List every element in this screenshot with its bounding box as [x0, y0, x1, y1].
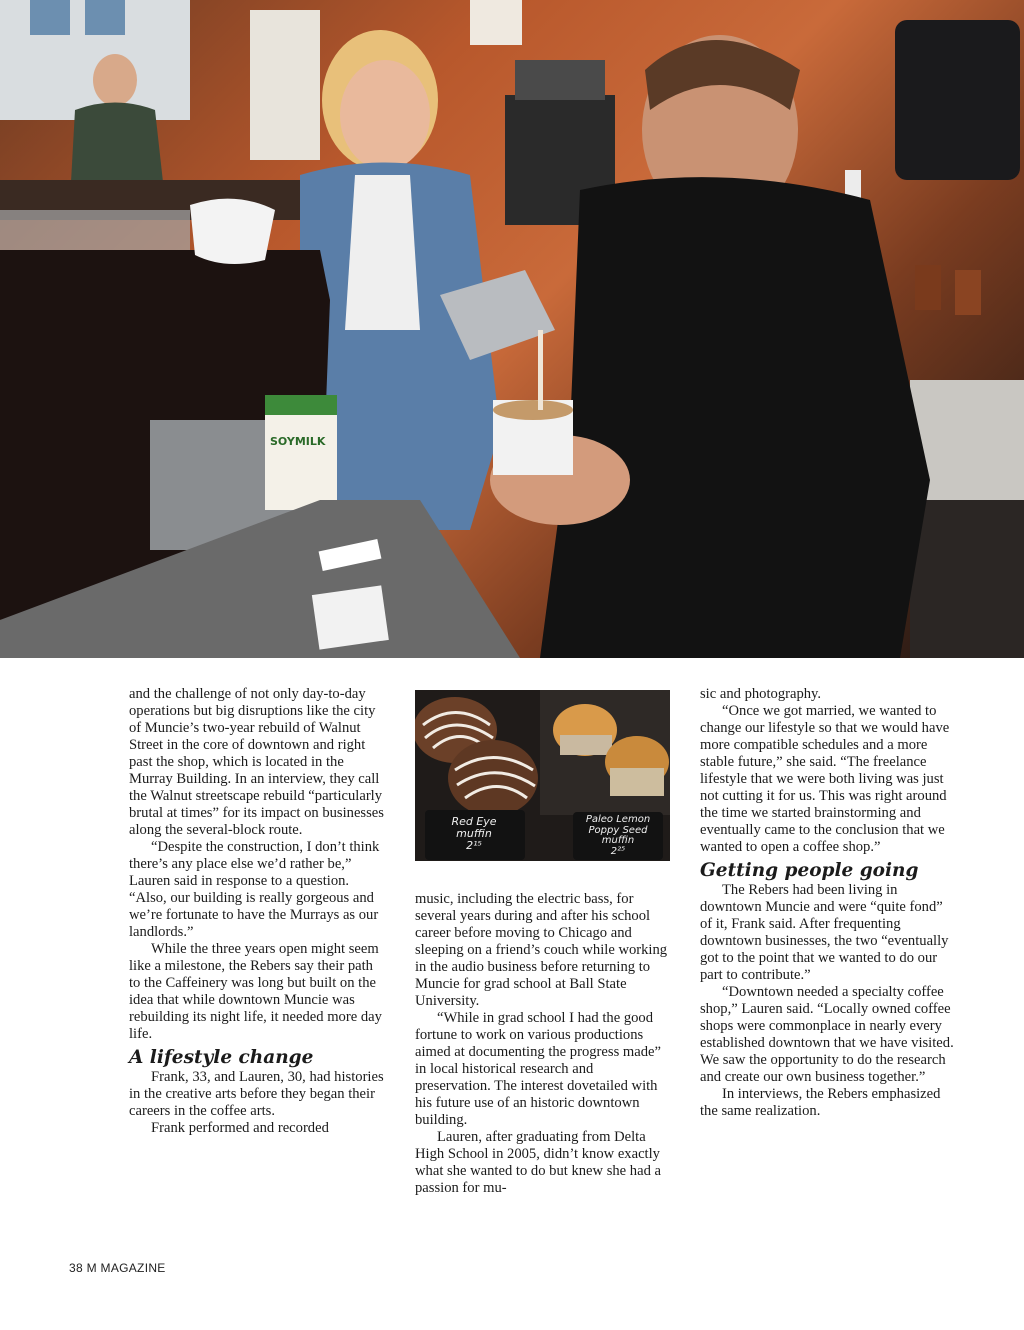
- card-right-line-2: Poppy Seed: [588, 824, 648, 836]
- page-footer: [69, 1261, 166, 1275]
- card-left-line-1: Red Eye: [451, 815, 497, 828]
- woman-face: [340, 60, 430, 170]
- col3-paragraph-5: In interviews, the Rebers emphasized the same realization.: [700, 1086, 941, 1119]
- chocolate-muffin-2: [448, 740, 538, 816]
- main-photo-baristas: [0, 0, 1024, 658]
- col3-paragraph-3: The Rebers had been living in downtown Muncie and were “quite fond” of it, Frank said. After frequenting downtown businesses, the two “eventually got to the point that we wanted to do our part to contribute.”: [700, 882, 949, 983]
- col3-paragraph-1: sic and photography.: [700, 686, 822, 702]
- article-column-2: [415, 891, 671, 1197]
- card-right-line-1: Paleo Lemon: [585, 814, 651, 825]
- card-right-price: 2²⁵: [610, 845, 626, 857]
- card-left-price: 2¹⁵: [466, 839, 482, 852]
- price-card-right-text: [575, 815, 661, 857]
- towel-dispenser: [895, 20, 1020, 180]
- price-card-left-text: [429, 816, 519, 852]
- col2-paragraph-3: Lauren, after graduating from Delta High School in 2005, didn’t know exactly what she wanted to do but knew she had a passion for mu-: [415, 1129, 662, 1196]
- inset-photo-muffins: [415, 690, 670, 861]
- page-number: 38: [69, 1261, 83, 1275]
- card-right-line-3: muffin: [601, 835, 635, 846]
- col1-paragraph-3: While the three years open might seem like a milestone, the Rebers say their path to the Caffeinery was long but built on the idea that while downtown Muncie was rebuilding its night life, it needed more day life.: [129, 941, 382, 1042]
- col3-paragraph-4: “Downtown needed a specialty coffee shop,” Lauren said. “Locally owned coffee shops were commonplace in nearly every established downtown that we have visited. We saw the opportunity to do the research and create our own business together.”: [700, 984, 954, 1085]
- main-photo-illustration: [0, 0, 1024, 658]
- carton-text: SOYMILK: [270, 435, 326, 448]
- magazine-name: M MAGAZINE: [86, 1261, 166, 1275]
- subhead-lifestyle-change: A lifestyle change: [129, 1047, 314, 1068]
- col2-paragraph-2: “While in grad school I had the good fortune to work on various productions aimed at documenting the progress made” in local historical research and preservation. The interest dovetailed with his future use of an historic downtown building.: [415, 1010, 661, 1128]
- background-person: [93, 54, 137, 106]
- col2-paragraph-1: music, including the electric bass, for several years during and after his school career before moving to Chicago and sleeping on a friend’s couch while working in the audio business before returning to Muncie for grad school at Ball State University.: [415, 891, 668, 1009]
- col1-paragraph-2: “Despite the construction, I don’t think there’s any place else we’d rather be,” Lauren said in response to a question. “Also, our building is really gorgeous and we’re fortunate to have the Murrays as our landlords.”: [129, 839, 380, 940]
- man-black-shirt: [540, 177, 930, 658]
- col1-paragraph-1: and the challenge of not only day-to-day operations but big disruptions like the city of Muncie’s two-year rebuild of Walnut Street in the core of downtown and right past the shop, which is located in the Murray Building. In an interview, they call the Walnut streetscape rebuild “particularly brutal at times” for its impact on businesses along the several-block route.: [129, 686, 384, 838]
- col1-paragraph-4: Frank, 33, and Lauren, 30, had histories in the creative arts before they began their careers in the coffee arts.: [129, 1069, 384, 1119]
- card-left-line-2: muffin: [456, 827, 492, 840]
- subhead-getting-people-going: Getting people going: [700, 860, 919, 881]
- article-column-1: [129, 686, 386, 1137]
- col3-paragraph-2: “Once we got married, we wanted to change our lifestyle so that we would have more compatible schedules and a more stable future,” she said. “The freelance lifestyle that we were both living was just not cutting it for us. This was right around the time we started brainstorming and eventually came to the conclusion that we wanted to open a coffee shop.”: [700, 703, 950, 855]
- col1-paragraph-5: Frank performed and recorded: [151, 1120, 329, 1136]
- article-column-3: [700, 686, 954, 1120]
- back-shelf: [250, 10, 320, 160]
